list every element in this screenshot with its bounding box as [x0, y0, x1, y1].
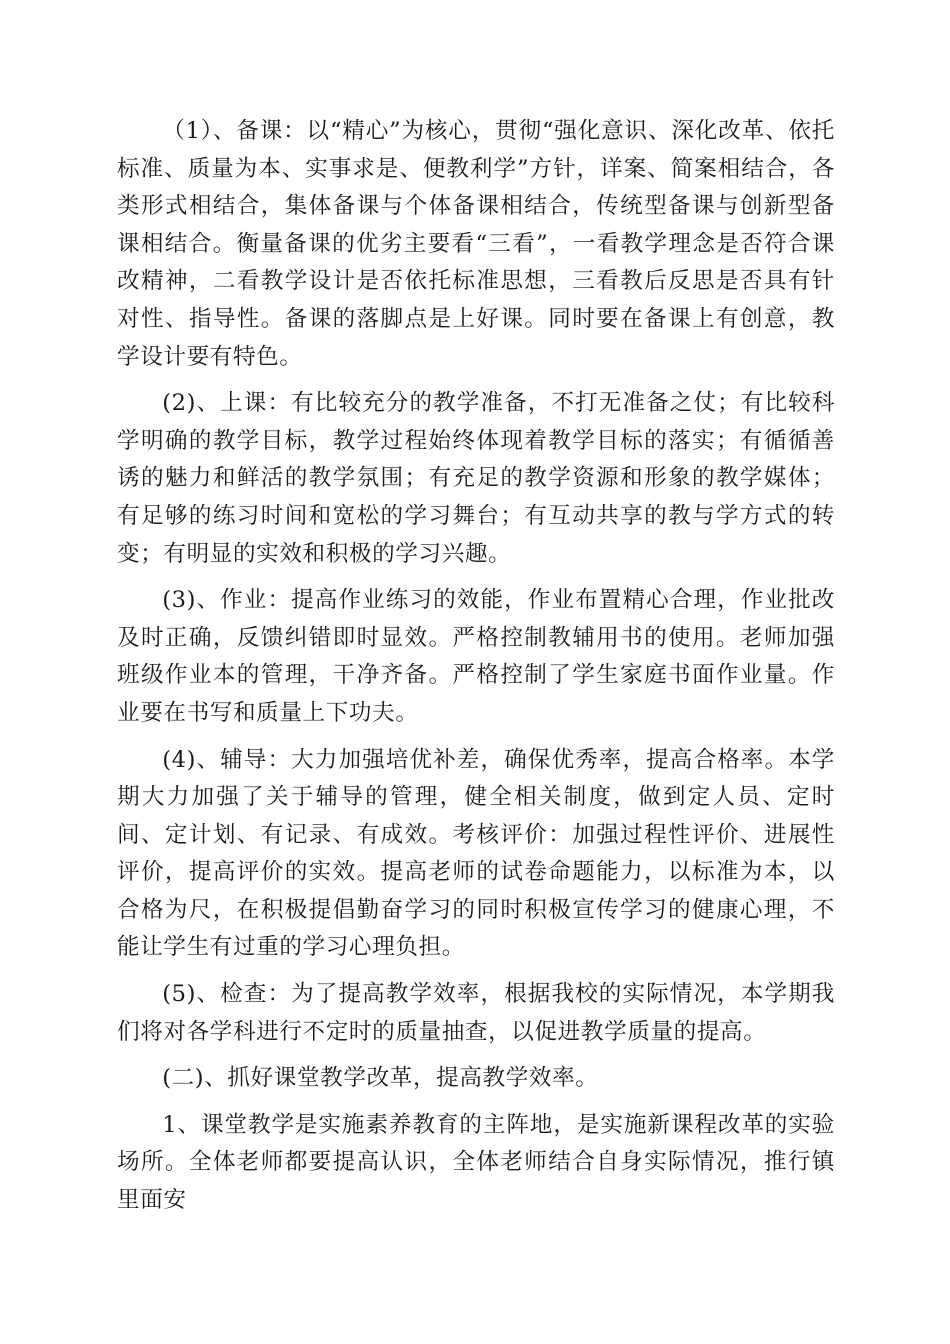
paragraph-homework: (3)、作业：提高作业练习的效能，作业布置精心合理，作业批改及时正确，反馈纠错即时显效。严格控制教辅用书的使用。老师加强班级作业本的管理，干净齐备。严格控制了学生家庭书面作业量。作业要在书写和质量上下功夫。 [117, 587, 835, 726]
paragraph-teaching-class: (2)、上课：有比较充分的教学准备，不打无准备之仗；有比较科学明确的教学目标，教学过程始终体现着教学目标的落实；有循循善诱的魅力和鲜活的教学氛围；有充足的教学资源和形象的教学媒体；有足够的练习时间和宽松的学习舞台；有互动共享的教与学方式的转变；有明显的实效和积极的学习兴趣。 [117, 390, 835, 567]
section-heading-classroom-reform: (二)、抓好课堂教学改革，提高教学效率。 [162, 1065, 599, 1092]
paragraph-classroom-teaching: 1、课堂教学是实施素养教育的主阵地，是实施新课程改革的实验场所。全体老师都要提高认识，全体老师结合自身实际情况，推行镇里面安 [117, 1111, 835, 1214]
paragraph-lesson-preparation: （1）、备课：以“精心”为核心，贯彻“强化意识、深化改革、依托标准、质量为本、实事求是、便教利学”方针，详案、简案相结合，各类形式相结合，集体备课与个体备课相结合，传统型备课与创新型备课相结合。衡量备课的优劣主要看“三看”，一看教学理念是否符合课改精神，二看教学设计是否依托标准思想，三看教后反思是否具有针对性、指导性。备课的落脚点是上好课。同时要在备课上有创意，教学设计要有特色。 [117, 118, 835, 370]
paragraph-tutoring: (4)、辅导：大力加强培优补差，确保优秀率，提高合格率。本学期大力加强了关于辅导的管理，健全相关制度，做到定人员、定时间、定计划、有记录、有成效。考核评价：加强过程性评价、进展性评价，提高评价的实效。提高老师的试卷命题能力，以标准为本，以合格为尺，在积极提倡勤奋学习的同时积极宣传学习的健康心理，不能让学生有过重的学习心理负担。 [117, 746, 835, 961]
document-body [117, 113, 835, 1220]
paragraph-inspection: (5)、检查：为了提高教学效率，根据我校的实际情况，本学期我们将对各学科进行不定时的质量抽查，以促进教学质量的提高。 [117, 981, 835, 1045]
